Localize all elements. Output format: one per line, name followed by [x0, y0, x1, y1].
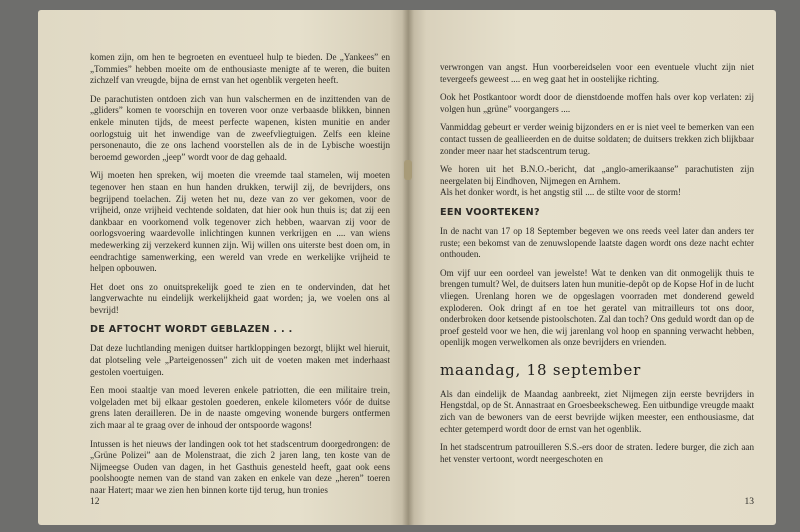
right-page — [408, 10, 776, 525]
section-heading-voorteken: EEN VOORTEKEN? — [440, 206, 540, 218]
right-paragraph-3: Vanmiddag gebeurt er verder weinig bijzonders en er is niet veel te bemerken van een contact tussen de geallieerden en de duitse soldaten; de duitsers trekken zich blijkbaar zonder meer naar het stadscentrum terug. — [440, 122, 754, 156]
right-paragraph-8: Als dan eindelijk de Maandag aanbreekt, ziet Nijmegen zijn eerste bevrijders in Hengstdal, op de St. Annastraat en Groesbeekscheweg. Een uitbundige vreugde maakt zich van de bewoners van de eerst bevrijde wijken meester, een enthousiasme, dat echter getemperd wordt door de ernst van het ogenblik. — [440, 388, 754, 434]
page-number-left: 12 — [90, 497, 100, 507]
left-paragraph-6: Een mooi staaltje van moed leveren enkele patriotten, die een militaire trein, volgeladen met bij elkaar gestolen goederen, enkele kilometers vóór de duitse grens laten derailleren. De in de naaste omgeving wonende burgers ontfermen zich maar al te graag over de inhoud der ontspoorde wagons! — [90, 385, 390, 431]
left-paragraph-4: Het doet ons zo onuitsprekelijk goed te zien en te ondervinden, dat het langverwachte nu eindelijk werkelijkheid gaat worden; ja, we voelen ons al bevrijd! — [90, 281, 390, 315]
right-paragraph-6: In de nacht van 17 op 18 September begeven we ons reeds veel later dan anders ter ruste; een bekomst van de zenuwslopende laatste dagen wordt ons deze nacht echter onthouden. — [440, 225, 754, 260]
page-number-right: 13 — [744, 497, 754, 507]
open-booklet — [38, 10, 776, 525]
left-page — [38, 10, 408, 525]
left-paragraph-3: Wij moeten hen spreken, wij moeten die vreemde taal stamelen, wij moeten tegenover hen staan en hun handen drukken, terwijl zij, de bevrijders, ons begrijpend toelachen. Zij weten het nu, deze van zo ver gekomen, voor de vrijheid, onze vrijheid vechtende soldaten, dat hier ook hun thuis is; dat zij een dankbaar en voorkomend volk tegenover zich hebben, waarvan zij voor de oorlogsvoering waardevolle inlichtingen kunnen verkrijgen en .... van wiens medewerking zij verzekerd kunnen zijn. Wij willen ons uiterste best doen om, in eendrachtige samenwerking, een wereld van vrede en werkelijke vrijheid te helpen opbouwen. — [90, 170, 390, 274]
right-paragraph-7: Om vijf uur een oordeel van jewelste! Wat te denken van dit onmogelijk thuis te brengen tumult? Wel, de duitsers laten hun munitie-depôt op de Kopse Hof in de lucht vliegen. Urenlang horen we de opgeslagen voorraden met donderend geweld exploderen. Ook dringt af en toe het geratel van mitrailleurs tot ons door, onderbroken door ketsende pistoolschoten. Zal dan toch? Ons geduld wordt dan op de proef gesteld voor we hen, die wij jarenlang vol hoop en spanning verwacht hebben, openlijk mogen verwelkomen als onze bevrijders en vrienden. — [440, 267, 754, 348]
left-paragraph-1: komen zijn, om hen te begroeten en eventueel hulp te bieden. De „Yankees” en „Tommies” hebben moeite om de enthousiaste menigte af te weren, die buiten zichzelf van vreugde, bijna de ernst van het ogenblik vergeten heeft. — [90, 52, 390, 86]
left-paragraph-5: Dat deze luchtlanding menigen duitser hartkloppingen bezorgt, blijkt wel hieruit, dat plotseling vele „Parteigenossen” zich uit de voeten maken met inderhaast gestolen voertuigen. — [90, 343, 390, 377]
left-paragraph-2: De parachutisten ontdoen zich van hun valschermen en de inzittenden van de „gliders” komen te voorschijn en toveren voor onze verbaasde blikken, binnen enkele minuten tijds, de meest perfecte wapenen, kisten munitie en ander oorlogstuig uit het inwendige van de zweefvliegtuigen. Zelfs een kleine personenauto, die ze ons lachend voorstellen als de in de Lybische woestijn beroemd geworden „jeep” wordt voor de dag gehaald. — [90, 93, 390, 162]
section-heading-aftocht: DE AFTOCHT WORDT GEBLAZEN . . . — [90, 324, 293, 336]
right-paragraph-5: Als het donker wordt, is het angstig stil .... de stilte voor de storm! — [440, 187, 681, 198]
left-paragraph-7: Intussen is het nieuws der landingen ook tot het stadscentrum doorgedrongen: de „Grüne Polizei” aan de Molenstraat, die zich 2 jaren lang, ten koste van de Nijmeegse Ouden van dagen, in het Gasthuis genesteld heeft, gaat ook eens poolshoogte nemen van de stand van zaken en enkele van deze „heren” toeren naar Hatert; maar we zien hen binnen korte tijd terug, hun tronies — [90, 438, 390, 495]
right-paragraph-4: We horen uit het B.N.O.-bericht, dat „anglo-amerikaanse” parachutisten zijn neergelaten bij Eindhoven, Nijmegen en Arnhem. — [440, 164, 754, 186]
book-gutter — [402, 10, 414, 525]
right-paragraph-1: verwrongen van angst. Hun voorbereidselen voor een eventuele vlucht zijn niet tevergeefs geweest .... en weg gaat het in oostelijke richting. — [440, 62, 754, 84]
day-heading-maandag: maandag, 18 september — [440, 360, 642, 379]
right-paragraph-2: Ook het Postkantoor wordt door de dienstdoende moffen hals over kop verlaten: zij volgen hun „grüne” voorgangers .... — [440, 92, 754, 114]
right-paragraph-9: In het stadscentrum patrouilleren S.S.-ers door de straten. Iedere burger, die zich aan het venster vertoont, wordt neergeschoten en — [440, 442, 754, 464]
binding-stitch — [404, 160, 412, 180]
